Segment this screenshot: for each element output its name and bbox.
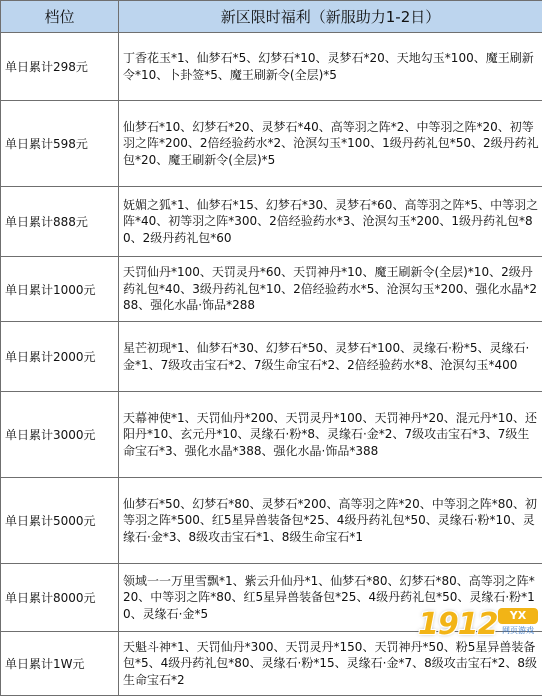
reward-cell: 天幕神使*1、天罚仙丹*200、天罚灵丹*100、天罚神丹*20、混元丹*10、还阳丹*10、玄元丹*10、灵缘石·粉*8、灵缘石·金*2、7级攻击宝石*3、7级生命宝石*3、强化水晶*388、强化水晶·饰品*388 (119, 392, 542, 478)
reward-cell: 领域一一万里雪飘*1、紫云升仙丹*1、仙梦石*80、幻梦石*80、高等羽之阵*20、中等羽之阵*80、红5星异兽装备包*25、4级丹药礼包*50、灵缘石·粉*10、灵缘石·金*5 (119, 564, 542, 632)
table-row (1, 392, 542, 478)
tier-cell: 单日累计1W元 (1, 632, 119, 696)
table-row (1, 322, 542, 392)
table-row (1, 33, 542, 101)
watermark-badge-text: YX (498, 608, 538, 624)
tier-cell: 单日累计598元 (1, 101, 119, 187)
table-header-row (1, 1, 542, 33)
reward-cell: 仙梦石*10、幻梦石*20、灵梦石*40、高等羽之阵*2、中等羽之阵*20、初等羽之阵*200、2倍经验药水*2、沧溟勾玉*100、1级丹药礼包*50、2级丹药礼包*20、魔王刷新令(全层)*5 (119, 101, 542, 187)
tier-cell: 单日累计1000元 (1, 257, 119, 322)
reward-cell: 妩媚之狐*1、仙梦石*15、幻梦石*30、灵梦石*60、高等羽之阵*5、中等羽之阵*40、初等羽之阵*300、2倍经验药水*3、沧溟勾玉*200、1级丹药礼包*80、2级丹药礼包*60 (119, 187, 542, 257)
reward-cell: 丁香花玉*1、仙梦石*5、幻梦石*10、灵梦石*20、天地勾玉*100、魔王刷新令*10、卜卦签*5、魔王刷新令(全层)*5 (119, 33, 542, 101)
reward-cell: 仙梦石*50、幻梦石*80、灵梦石*200、高等羽之阵*20、中等羽之阵*80、初等羽之阵*500、红5星异兽装备包*25、4级丹药礼包*50、灵缘石·粉*10、灵缘石·金*3、8级攻击宝石*1、8级生命宝石*1 (119, 478, 542, 564)
tier-cell: 单日累计3000元 (1, 392, 119, 478)
header-tier: 档位 (1, 1, 119, 33)
tier-cell: 单日累计888元 (1, 187, 119, 257)
table-row (1, 187, 542, 257)
reward-cell: 天魁斗神*1、天罚仙丹*300、天罚灵丹*150、天罚神丹*50、粉5星异兽装备包*5、4级丹药礼包*80、灵缘石·粉*15、灵缘石·金*7、8级攻击宝石*2、8级生命宝石*2 (119, 632, 542, 696)
tier-cell: 单日累计5000元 (1, 478, 119, 564)
table-row (1, 101, 542, 187)
reward-cell: 星芒初现*1、仙梦石*30、幻梦石*50、灵梦石*100、灵缘石·粉*5、灵缘石·金*1、7级攻击宝石*2、7级生命宝石*2、2倍经验药水*8、沧溟勾玉*400 (119, 322, 542, 392)
watermark-number: 1912 (418, 606, 498, 644)
header-title: 新区限时福利（新服助力1-2日） (119, 1, 542, 33)
watermark-badge (498, 608, 538, 642)
tier-cell: 单日累计298元 (1, 33, 119, 101)
tier-cell: 单日累计2000元 (1, 322, 119, 392)
reward-cell: 天罚仙丹*100、天罚灵丹*60、天罚神丹*10、魔王刷新令(全层)*10、2级丹药礼包*40、3级丹药礼包*10、2倍经验药水*5、沧溟勾玉*200、强化水晶*288、强化水晶·饰品*288 (119, 257, 542, 322)
watermark-subtext: 网页游戏 (498, 626, 538, 636)
tier-cell: 单日累计8000元 (1, 564, 119, 632)
table-row (1, 478, 542, 564)
table-row (1, 257, 542, 322)
site-watermark-logo (418, 606, 540, 644)
